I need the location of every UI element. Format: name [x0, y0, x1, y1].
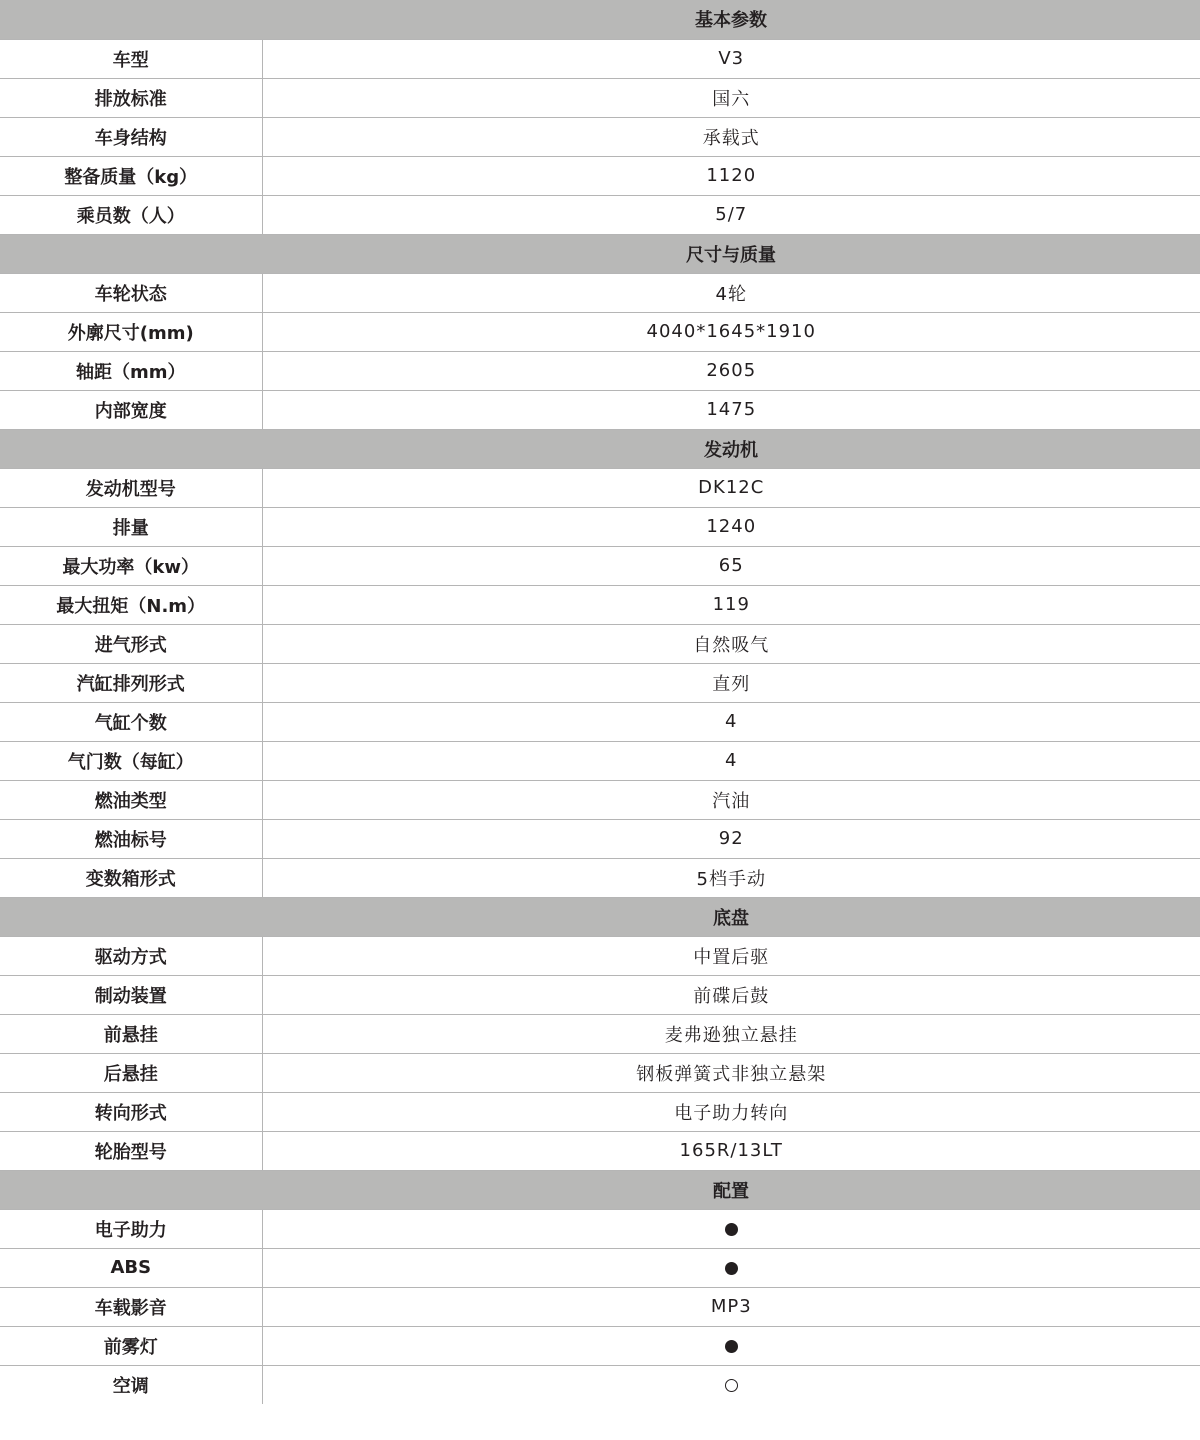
spec-row — [0, 312, 1200, 351]
spec-value: 中置后驱 — [262, 936, 1200, 975]
spec-label: 汽缸排列形式 — [0, 663, 262, 702]
spec-value: 自然吸气 — [262, 624, 1200, 663]
spec-value: 119 — [262, 585, 1200, 624]
spec-row — [0, 585, 1200, 624]
spec-row — [0, 117, 1200, 156]
spec-label: 车身结构 — [0, 117, 262, 156]
section-title: 尺寸与质量 — [0, 234, 1200, 273]
spec-label: 轮胎型号 — [0, 1131, 262, 1170]
spec-value: 5/7 — [262, 195, 1200, 234]
spec-label: 变数箱形式 — [0, 858, 262, 897]
spec-label: 车载影音 — [0, 1287, 262, 1326]
spec-row — [0, 1287, 1200, 1326]
spec-value: 麦弗逊独立悬挂 — [262, 1014, 1200, 1053]
spec-row — [0, 1014, 1200, 1053]
spec-row — [0, 78, 1200, 117]
section-title: 基本参数 — [0, 0, 1200, 39]
section-title: 底盘 — [0, 897, 1200, 936]
spec-row — [0, 507, 1200, 546]
spec-row — [0, 858, 1200, 897]
spec-label: 内部宽度 — [0, 390, 262, 429]
spec-label: 电子助力 — [0, 1209, 262, 1248]
spec-row — [0, 702, 1200, 741]
spec-row — [0, 156, 1200, 195]
spec-row — [0, 1365, 1200, 1404]
filled-circle-icon — [725, 1340, 738, 1353]
spec-value: 2605 — [262, 351, 1200, 390]
spec-label: 燃油标号 — [0, 819, 262, 858]
spec-label: 气门数（每缸） — [0, 741, 262, 780]
spec-value: 65 — [262, 546, 1200, 585]
section-header-row — [0, 234, 1200, 273]
spec-value-indicator — [262, 1326, 1200, 1365]
spec-row — [0, 975, 1200, 1014]
spec-label: 排量 — [0, 507, 262, 546]
spec-value: 汽油 — [262, 780, 1200, 819]
spec-label: ABS — [0, 1248, 262, 1287]
spec-value: 1240 — [262, 507, 1200, 546]
spec-value: 1120 — [262, 156, 1200, 195]
spec-value: 5档手动 — [262, 858, 1200, 897]
spec-value: 直列 — [262, 663, 1200, 702]
spec-row — [0, 1131, 1200, 1170]
spec-row — [0, 468, 1200, 507]
spec-value: 4 — [262, 702, 1200, 741]
spec-row — [0, 546, 1200, 585]
spec-label: 整备质量（kg） — [0, 156, 262, 195]
spec-row — [0, 39, 1200, 78]
spec-label: 气缸个数 — [0, 702, 262, 741]
spec-value: 前碟后鼓 — [262, 975, 1200, 1014]
spec-row — [0, 195, 1200, 234]
spec-label: 空调 — [0, 1365, 262, 1404]
spec-value: 国六 — [262, 78, 1200, 117]
spec-label: 排放标准 — [0, 78, 262, 117]
spec-label: 车型 — [0, 39, 262, 78]
spec-value: 4040*1645*1910 — [262, 312, 1200, 351]
spec-row — [0, 390, 1200, 429]
spec-value: 钢板弹簧式非独立悬架 — [262, 1053, 1200, 1092]
spec-value: DK12C — [262, 468, 1200, 507]
section-header-row — [0, 429, 1200, 468]
spec-row — [0, 624, 1200, 663]
spec-row — [0, 273, 1200, 312]
section-title: 发动机 — [0, 429, 1200, 468]
spec-value: 4轮 — [262, 273, 1200, 312]
spec-row — [0, 1209, 1200, 1248]
spec-row — [0, 663, 1200, 702]
spec-value: 电子助力转向 — [262, 1092, 1200, 1131]
spec-row — [0, 1053, 1200, 1092]
spec-row — [0, 780, 1200, 819]
spec-value: 承载式 — [262, 117, 1200, 156]
spec-value-indicator — [262, 1248, 1200, 1287]
spec-label: 进气形式 — [0, 624, 262, 663]
spec-label: 驱动方式 — [0, 936, 262, 975]
spec-value-indicator — [262, 1365, 1200, 1404]
spec-value: 92 — [262, 819, 1200, 858]
spec-row — [0, 819, 1200, 858]
spec-label: 轴距（mm） — [0, 351, 262, 390]
spec-row — [0, 1248, 1200, 1287]
filled-circle-icon — [725, 1223, 738, 1236]
spec-label: 最大扭矩（N.m） — [0, 585, 262, 624]
spec-label: 车轮状态 — [0, 273, 262, 312]
spec-row — [0, 351, 1200, 390]
spec-label: 燃油类型 — [0, 780, 262, 819]
empty-circle-icon — [725, 1379, 738, 1392]
spec-label: 制动装置 — [0, 975, 262, 1014]
spec-label: 外廓尺寸(mm) — [0, 312, 262, 351]
section-header-row — [0, 897, 1200, 936]
spec-value: V3 — [262, 39, 1200, 78]
spec-row — [0, 741, 1200, 780]
spec-label: 乘员数（人） — [0, 195, 262, 234]
section-header-row — [0, 1170, 1200, 1209]
spec-value: 1475 — [262, 390, 1200, 429]
spec-value: 165R/13LT — [262, 1131, 1200, 1170]
spec-label: 转向形式 — [0, 1092, 262, 1131]
spec-row — [0, 1092, 1200, 1131]
spec-value: 4 — [262, 741, 1200, 780]
spec-label: 后悬挂 — [0, 1053, 262, 1092]
spec-value: MP3 — [262, 1287, 1200, 1326]
spec-label: 前雾灯 — [0, 1326, 262, 1365]
section-header-row — [0, 0, 1200, 39]
spec-row — [0, 936, 1200, 975]
spec-value-indicator — [262, 1209, 1200, 1248]
spec-label: 前悬挂 — [0, 1014, 262, 1053]
spec-label: 发动机型号 — [0, 468, 262, 507]
section-title: 配置 — [0, 1170, 1200, 1209]
spec-row — [0, 1326, 1200, 1365]
filled-circle-icon — [725, 1262, 738, 1275]
spec-label: 最大功率（kw） — [0, 546, 262, 585]
